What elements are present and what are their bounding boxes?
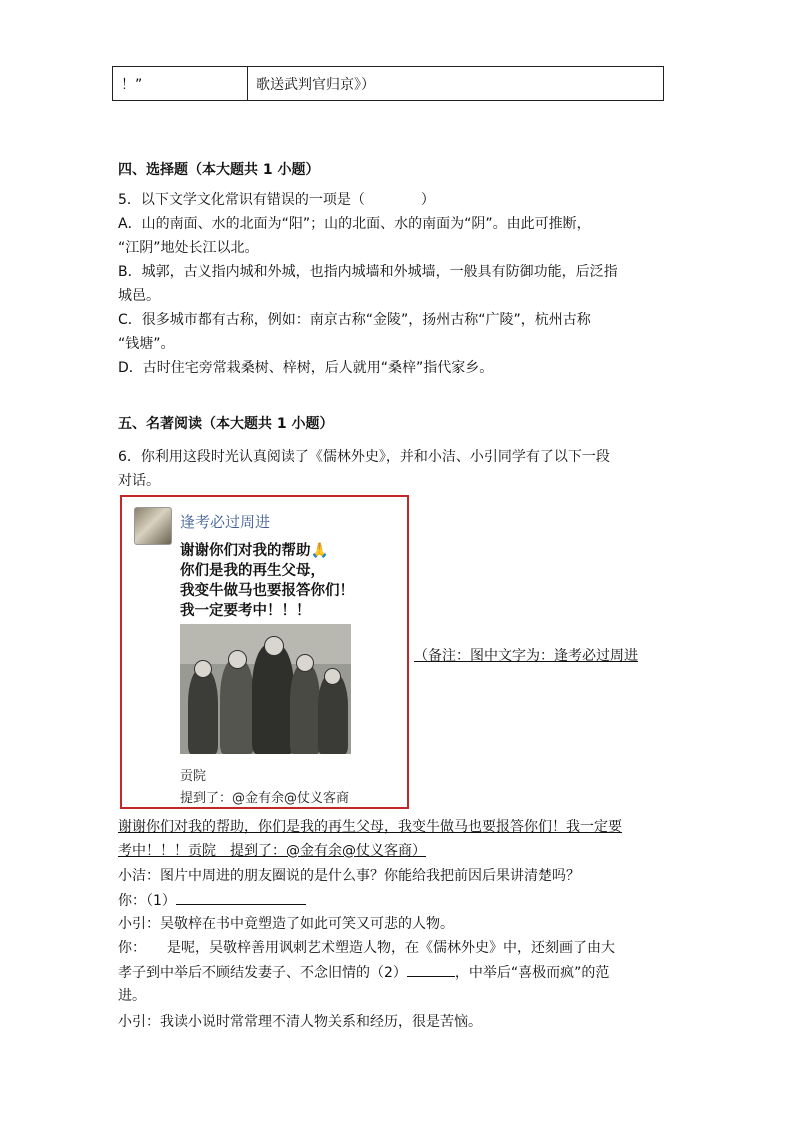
dialogue-line: 小引：吴敬梓在书中竟塑造了如此可笑又可悲的人物。 xyxy=(118,916,454,932)
option-c-cont: “钱塘”。 xyxy=(118,336,175,352)
wechat-moment-card xyxy=(120,495,409,809)
table-row xyxy=(113,67,664,101)
option-d: D．古时住宅旁常栽桑树、梓树，后人就用“桑梓”指代家乡。 xyxy=(118,360,494,376)
note-text-cont: 考中！！！贡院 提到了：@金有余@仗义客商） xyxy=(118,843,426,859)
note-text-cont: 谢谢你们对我的帮助，你们是我的再生父母，我变牛做马也要报答你们！我一定要 xyxy=(118,819,622,835)
option-c: C．很多城市都有古称，例如：南京古称“金陵”，扬州古称“广陵”，杭州古称 xyxy=(118,312,591,328)
dialogue-line xyxy=(118,890,306,911)
dialogue-text: 孝子到中举后不顾结发妻子、不念旧情的（2） xyxy=(118,965,407,981)
moment-mentions: 提到了：@金有余@仗义客商 xyxy=(180,791,350,806)
answer-blank-1[interactable] xyxy=(176,890,306,905)
table-cell: 歌送武判官归京》） xyxy=(248,67,664,101)
option-b: B．城郭，古义指内城和外城，也指内城墙和外城墙，一般具有防御功能，后泛指 xyxy=(118,264,618,280)
section-heading: 五、名著阅读（本大题共 1 小题） xyxy=(118,416,334,432)
moment-text: 你们是我的再生父母， xyxy=(180,563,325,579)
question-text: 6．你利用这段时光认真阅读了《儒林外史》，并和小洁、小引同学有了以下一段 xyxy=(118,449,610,465)
answer-blank-2[interactable] xyxy=(407,962,455,977)
dialogue-line xyxy=(118,962,609,983)
illustration-image xyxy=(180,624,351,754)
avatar xyxy=(134,507,172,545)
dialogue-line: 小引：我读小说时常常理不清人物关系和经历，很是苦恼。 xyxy=(118,1014,482,1030)
dialogue-line: 进。 xyxy=(118,988,146,1004)
answer-table xyxy=(112,66,664,101)
table-cell: ！” xyxy=(113,67,248,101)
moment-location: 贡院 xyxy=(180,769,207,784)
moment-username: 逢考必过周进 xyxy=(180,513,271,531)
option-a: A．山的南面、水的北面为“阳”；山的北面、水的南面为“阴”。由此可推断， xyxy=(118,216,591,232)
section-heading: 四、选择题（本大题共 1 小题） xyxy=(118,162,320,178)
option-a-cont: “江阴”地处长江以北。 xyxy=(118,240,259,256)
moment-text: 我一定要考中！！！ xyxy=(180,603,311,619)
dialogue-line: 小洁：图片中周进的朋友圈说的是什么事？你能给我把前因后果讲清楚吗？ xyxy=(118,868,580,884)
dialogue-text: ，中举后“喜极而疯”的范 xyxy=(454,965,610,981)
question-text: 5．以下文学文化常识有错误的一项是（ ） xyxy=(118,192,435,208)
dialogue-line: 你： 是呢，吴敬梓善用讽刺艺术塑造人物，在《儒林外史》中，还刻画了由大 xyxy=(118,940,615,956)
note-text: （备注：图中文字为：逢考必过周进 xyxy=(414,648,638,664)
dialogue-speaker: 你：（1） xyxy=(118,893,176,909)
option-b-cont: 城邑。 xyxy=(118,288,160,304)
moment-text: 我变牛做马也要报答你们！ xyxy=(180,583,354,599)
question-text-cont: 对话。 xyxy=(118,473,160,489)
moment-text: 谢谢你们对我的帮助🙏 xyxy=(180,543,329,559)
